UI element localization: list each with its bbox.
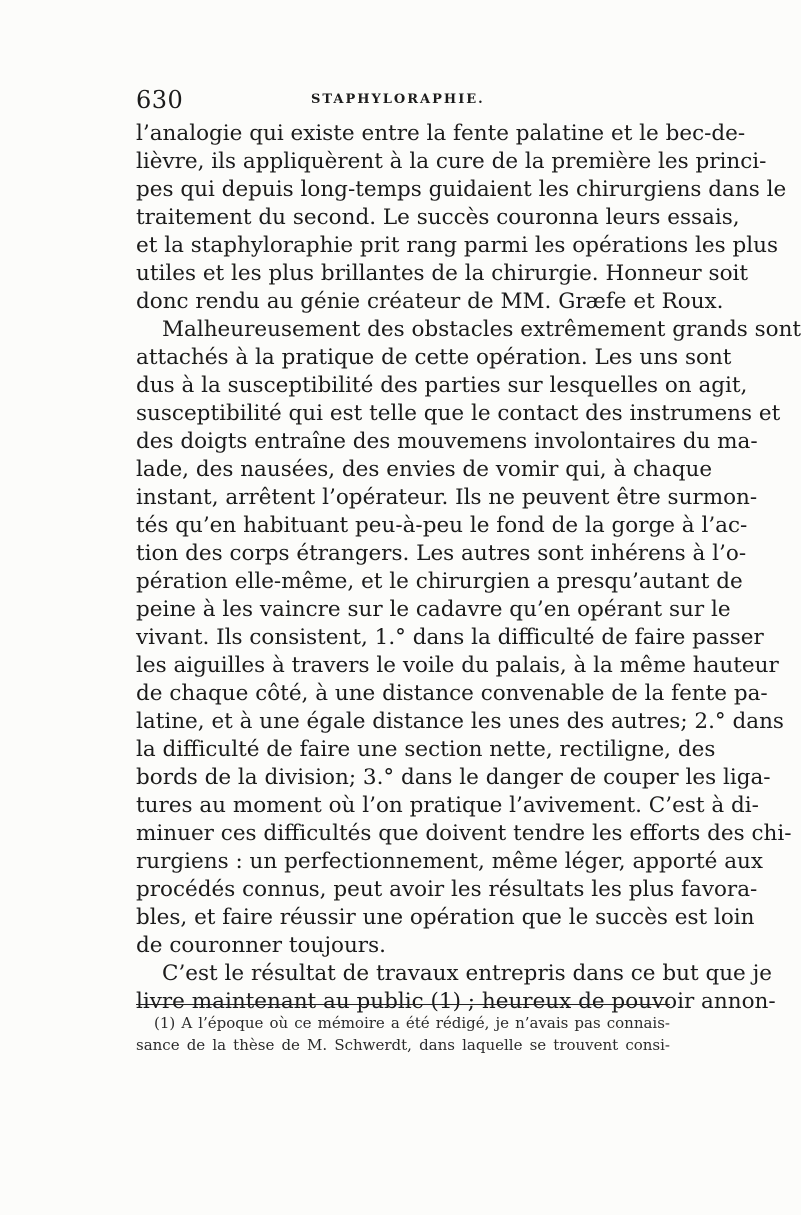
text-line: instant, arrêtent l’opérateur. Ils ne peuvent être surmon- bbox=[136, 485, 758, 510]
text-line: lièvre, ils appliquèrent à la cure de la première les princi- bbox=[136, 149, 767, 174]
text-line: procédés connus, peut avoir les résultats les plus favora- bbox=[136, 877, 758, 902]
text-line: attachés à la pratique de cette opération. Les uns sont bbox=[136, 345, 732, 370]
text-line: la difficulté de faire une section nette, rectiligne, des bbox=[136, 737, 716, 762]
text-line: donc rendu au génie créateur de MM. Græfe et Roux. bbox=[136, 289, 724, 314]
text-line: de chaque côté, à une distance convenable de la fente pa- bbox=[136, 681, 768, 706]
text-line: susceptibilité qui est telle que le contact des instrumens et bbox=[136, 401, 781, 426]
text-line: vivant. Ils consistent, 1.° dans la difficulté de faire passer bbox=[136, 625, 764, 650]
text-line: des doigts entraîne des mouvemens involontaires du ma- bbox=[136, 429, 758, 454]
text-line: bles, et faire réussir une opération que le succès est loin bbox=[136, 905, 755, 930]
text-line: tion des corps étrangers. Les autres sont inhérens à l’o- bbox=[136, 541, 747, 566]
text-line: minuer ces difficultés que doivent tendre les efforts des chi- bbox=[136, 821, 792, 846]
text-line: tures au moment où l’on pratique l’avivement. C’est à di- bbox=[136, 793, 759, 818]
text-line: Malheureusement des obstacles extrêmement grands sont bbox=[162, 317, 801, 342]
text-line: pes qui depuis long-temps guidaient les chirurgiens dans le bbox=[136, 177, 787, 202]
text-line: tés qu’en habituant peu-à-peu le fond de la gorge à l’ac- bbox=[136, 513, 748, 538]
text-line: peine à les vaincre sur le cadavre qu’en opérant sur le bbox=[136, 597, 731, 622]
page-number: 630 bbox=[136, 86, 184, 114]
text-line: livre maintenant au public (1) ; heureux de pouvoir annon- bbox=[136, 989, 776, 1014]
text-line: l’analogie qui existe entre la fente palatine et le bec-de- bbox=[136, 121, 746, 146]
text-line: bords de la division; 3.° dans le danger de couper les liga- bbox=[136, 765, 771, 790]
text-line: les aiguilles à travers le voile du palais, à la même hauteur bbox=[136, 653, 779, 678]
text-line: utiles et les plus brillantes de la chirurgie. Honneur soit bbox=[136, 261, 749, 286]
text-line: traitement du second. Le succès couronna leurs essais, bbox=[136, 205, 740, 230]
text-line: de couronner toujours. bbox=[136, 933, 386, 958]
page-header bbox=[136, 86, 670, 116]
footnote-line: (1) A l’époque où ce mémoire a été rédigé, je n’avais pas connais- bbox=[154, 1014, 670, 1032]
footnote bbox=[136, 1012, 670, 1056]
text-line: C’est le résultat de travaux entrepris dans ce but que je bbox=[162, 961, 772, 986]
text-line: lade, des nausées, des envies de vomir qui, à chaque bbox=[136, 457, 713, 482]
running-title: STAPHYLORAPHIE. bbox=[311, 92, 485, 107]
footnote-divider bbox=[136, 1004, 670, 1005]
footnote-line: sance de la thèse de M. Schwerdt, dans laquelle se trouvent consi- bbox=[136, 1036, 670, 1054]
text-line: latine, et à une égale distance les unes des autres; 2.° dans bbox=[136, 709, 784, 734]
text-line: pération elle-même, et le chirurgien a presqu’autant de bbox=[136, 569, 743, 594]
text-line: dus à la susceptibilité des parties sur lesquelles on agit, bbox=[136, 373, 748, 398]
main-text bbox=[136, 120, 801, 1016]
text-line: et la staphyloraphie prit rang parmi les opérations les plus bbox=[136, 233, 778, 258]
text-line: rurgiens : un perfectionnement, même léger, apporté aux bbox=[136, 849, 763, 874]
